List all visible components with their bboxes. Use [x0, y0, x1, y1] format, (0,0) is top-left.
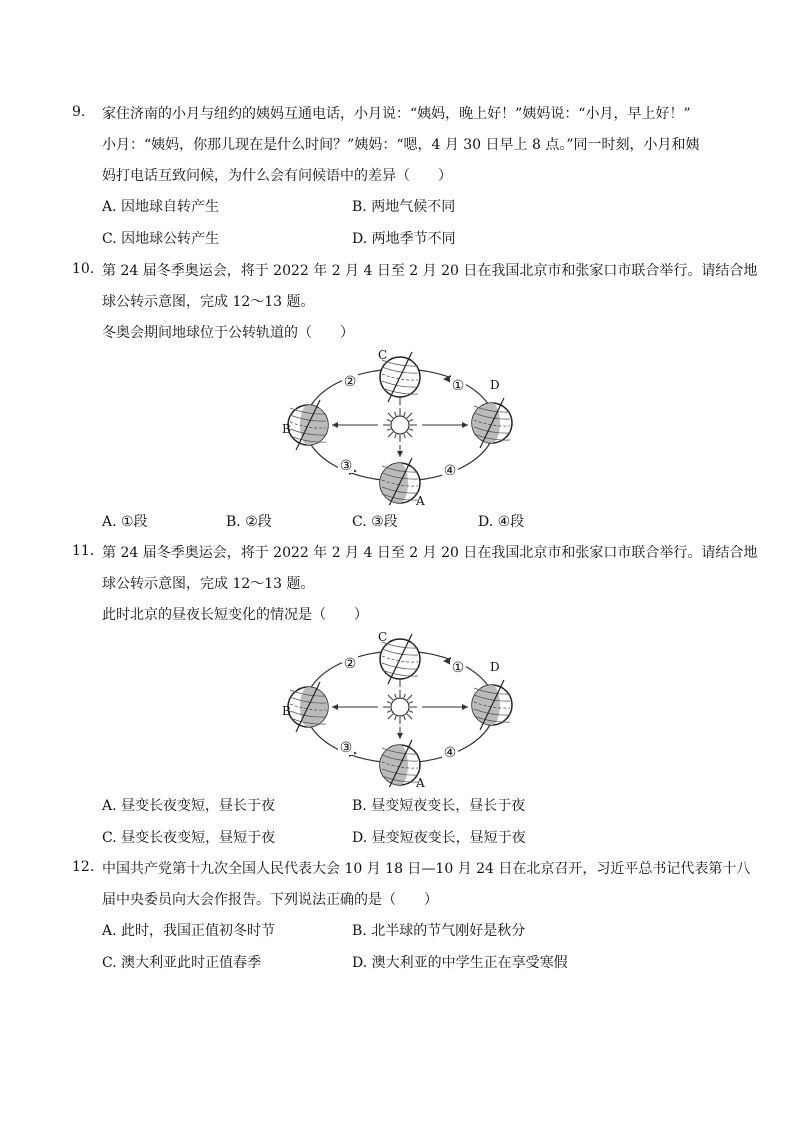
earth-orbit-diagram — [272, 345, 522, 505]
sun-ray-short — [407, 714, 412, 719]
sun-ray-short — [409, 420, 413, 422]
option-a[interactable]: A. 昼变长夜变短，昼长于夜 — [102, 798, 276, 814]
option-c[interactable]: C. ③段 — [352, 514, 398, 530]
question-text-line: 小月：“姨妈，你那儿现在是什么时间？”姨妈：“嗯，4 月 30 日早上 8 点。”同一时刻，小月和姨 — [102, 137, 700, 153]
night-side — [380, 463, 408, 503]
question-text-line: 第 24 届冬季奥运会，将于 2022 年 2 月 4 日至 2 月 20 日在我国北京市和张家口市联合举行。请结合地 — [102, 263, 758, 279]
sun-ray-short — [409, 702, 413, 704]
night-side — [380, 745, 408, 785]
night-side — [472, 685, 500, 725]
question-text-line: 届中央委员向大会作报告。下列说法正确的是（ ） — [102, 892, 438, 908]
sun-ray-short — [395, 694, 397, 698]
option-d[interactable]: D. ④段 — [478, 514, 525, 530]
question-text-line: 妈打电话互致问候，为什么会有问候语中的差异（ ） — [102, 168, 452, 184]
segment-label: ② — [343, 656, 357, 672]
question-text-line: 家住济南的小月与纽约的姨妈互通电话，小月说：“姨妈，晚上好！”姨妈说：“小月，早上好！” — [102, 106, 691, 122]
sun-ray-short — [404, 694, 406, 698]
sun-ray-short — [407, 413, 412, 418]
question-number: 12. — [72, 859, 95, 875]
earth-globe — [380, 740, 420, 787]
option-b[interactable]: B. 北半球的节气刚好是秋分 — [352, 923, 526, 939]
ray-arrow — [332, 422, 338, 428]
option-d[interactable]: D. 澳大利亚的中学生正在享受寒假 — [352, 955, 568, 971]
sun-ray-short — [407, 432, 412, 437]
sun-ray-short — [404, 412, 406, 416]
earth-globe — [288, 400, 328, 450]
segment-label: ② — [343, 374, 357, 390]
night-side — [300, 687, 328, 727]
sun-ray-short — [387, 702, 391, 704]
option-b[interactable]: B. 昼变短夜变长，昼长于夜 — [352, 798, 526, 814]
sun-ray-short — [404, 716, 406, 720]
position-label: C — [378, 348, 388, 362]
question-number: 10. — [72, 261, 95, 277]
option-b[interactable]: B. 两地气候不同 — [352, 199, 456, 215]
option-c[interactable]: C. 因地球公转产生 — [102, 231, 220, 247]
sun-disc — [391, 698, 409, 716]
sun-ray-short — [407, 695, 412, 700]
position-label: B — [282, 704, 291, 718]
sun-icon — [383, 408, 417, 442]
sun-ray-short — [395, 434, 397, 438]
orbit-diagram-svg — [272, 345, 522, 505]
sun-ray-short — [388, 413, 393, 418]
segment-label: ③ — [339, 458, 353, 474]
position-label: D — [490, 378, 500, 392]
option-b[interactable]: B. ②段 — [226, 514, 272, 530]
ray-arrow — [462, 422, 468, 428]
option-d[interactable]: D. 昼变短夜变长，昼短于夜 — [352, 830, 526, 846]
segment-label: ① — [451, 378, 465, 394]
option-c[interactable]: C. 昼变长夜变短，昼短于夜 — [102, 830, 276, 846]
earth-globe — [288, 682, 328, 732]
sun-ray-short — [409, 711, 413, 713]
segment-label: ④ — [443, 463, 457, 479]
question-text-line: 球公转示意图，完成 12～13 题。 — [102, 576, 315, 592]
sun-ray-short — [387, 429, 391, 431]
segment-label: ④ — [443, 745, 457, 761]
ray-arrow — [332, 704, 338, 710]
option-a[interactable]: A. 此时，我国正值初冬时节 — [102, 923, 276, 939]
question-text-line: 此时北京的昼夜长短变化的情况是（ ） — [102, 607, 368, 623]
earth-globe — [380, 458, 420, 505]
option-a[interactable]: A. 因地球自转产生 — [102, 199, 220, 215]
option-d[interactable]: D. 两地季节不同 — [352, 231, 456, 247]
sun-ray-short — [388, 695, 393, 700]
position-label: C — [378, 630, 388, 644]
sun-ray-short — [387, 711, 391, 713]
sun-ray-short — [395, 412, 397, 416]
question-text-line: 冬奥会期间地球位于公转轨道的（ ） — [102, 325, 354, 341]
segment-label: ③ — [339, 740, 353, 756]
sun-ray-short — [404, 434, 406, 438]
night-side — [300, 405, 328, 445]
sun-disc — [391, 416, 409, 434]
ray-arrow — [462, 704, 468, 710]
earth-globe — [472, 680, 512, 730]
segment-label: ① — [451, 660, 465, 676]
question-number: 11. — [72, 543, 95, 559]
orbit-diagram-svg — [272, 627, 522, 787]
position-label: B — [282, 422, 291, 436]
sun-ray-short — [409, 429, 413, 431]
sun-ray-short — [395, 716, 397, 720]
position-label: A — [416, 776, 425, 787]
option-a[interactable]: A. ①段 — [102, 514, 148, 530]
question-text-line: 球公转示意图，完成 12～13 题。 — [102, 294, 315, 310]
night-side — [472, 403, 500, 443]
question-text-line: 中国共产党第十九次全国人民代表大会 10 月 18 日—10 月 24 日在北京召开，习近平总书记代表第十八 — [102, 861, 751, 877]
ray-arrow — [397, 733, 403, 739]
earth-orbit-diagram — [272, 627, 522, 787]
option-c[interactable]: C. 澳大利亚此时正值春季 — [102, 955, 262, 971]
position-label: A — [416, 494, 425, 505]
sun-icon — [383, 690, 417, 724]
ray-arrow — [397, 451, 403, 457]
sun-ray-short — [388, 432, 393, 437]
question-text-line: 第 24 届冬季奥运会，将于 2022 年 2 月 4 日至 2 月 20 日在我国北京市和张家口市联合举行。请结合地 — [102, 545, 758, 561]
sun-ray-short — [388, 714, 393, 719]
position-label: D — [490, 660, 500, 674]
question-number: 9. — [72, 104, 86, 120]
earth-globe — [472, 398, 512, 448]
sun-ray-short — [387, 420, 391, 422]
